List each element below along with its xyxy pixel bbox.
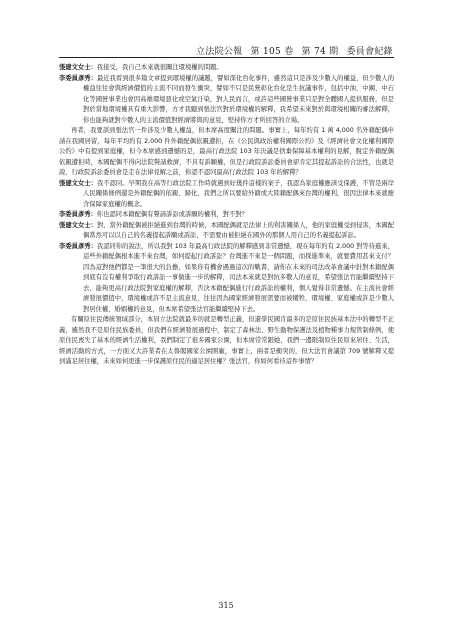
paragraph-text: 我不認同。早期我在高等行政法院工作時就遇到好幾件這樣的案子，我認為家庭權應該受保護，不管是兩岸人民關係條例還是外籍配偶的依親、歸化，我們之所以要給外籍或大陸籍配偶來台灣的權利，很因法律本來就應含保障家庭權的概念。 — [83, 179, 395, 208]
transcript-paragraph — [59, 210, 394, 221]
document-body — [59, 63, 394, 368]
speaker-label: 張建文女士： — [59, 179, 97, 187]
transcript-paragraph — [59, 126, 394, 179]
running-header — [188, 44, 393, 57]
transcript-paragraph — [59, 315, 394, 368]
paragraph-text: 我認同你的說法，所以我對 103 年最高行政法院的解釋感到非常遺憾，現在每年約有 2,000 對等待進來，這些外籍配偶根本進不來台灣，如何提起行政訴訟？台灣進不來是一個問題，而探進準來，就要費用甚來支付？因為這對他們都是一筆很大的負擔，如果你有機會遇過這次的戰書，請你在未來的司法改革會議中針對本籍配偶到底有沒有權利爭取行政訴訟一事做進一步的解釋，司法本來就是對抗多數人的意見，希望張法官能繼續堅持下去，能夠更高行政法院對家庭權的解釋，否決本籍配偶進行行政訴訟的權利，個人覺得非常遺憾。在主流社會經濟發展價值中，環境權或許不是主流意見，往往因為國家經濟發展需要而被犧牲，環境權、家庭權或許是少數人對居住權、婚姻權的意見，但本席希望張法官能繼續堅持下去。 — [83, 242, 394, 313]
speaker-label: 張建文女士： — [59, 221, 97, 229]
page-number: 315 — [218, 601, 234, 610]
speaker-label: 李委員彥秀： — [59, 242, 97, 250]
transcript-paragraph — [59, 242, 394, 316]
paragraph-text: 有關原住民傳統領域部分，本屆立法院就最多的就是轉型正義，但還學民國肯最多的是原住民族基本法中的轉型不正義，雖然我不是原住民族委員，但我們在經濟發展過程中，制定了森林法、野生動物保護法及植物種事力規管制條例，使原住民喪失了基本的經濟生活權利，我們制定了很多國家公園，但本席常常跟她，我們一邊限制原住民原來居住、生活，經濟活動的方式，一方面又大許業者在太魯閣國家公園開廠，事實上，兩者是衝突的，但大法官會議第 709 號解釋又提到滿足居住權，未來如何更進一步保護原住民的適足居住權？張法官，你如何看待這件事情？ — [59, 316, 394, 365]
paragraph-text: 你也認同本籍配偶有聲請訴訟或訴願的權利，對不對？ — [96, 211, 248, 218]
speaker-label: 李委員彥秀： — [59, 211, 97, 218]
header-section: 委員會紀錄 — [346, 47, 393, 57]
header-rule — [59, 57, 394, 58]
header-issue: 第 74 期 — [301, 47, 339, 57]
speaker-label: 李委員彥秀： — [59, 74, 97, 82]
paragraph-text: 再者，我要談到張法官一件涉及少數人權益，但本席高度關注的問題。事實上，每年約有 1 萬 4,000 名外籍配偶申請在我國居留，每年平均約有 2,000 件外籍配偶依親遭拒，在《公民與政治權利國際公約》及《經濟社會文化權利國際公約》中有提到家庭權，但今本席感到遺憾的是，最高行政法院 103 年決議是捨棄保障基本權利的見解，脫定外籍配偶依親遭拒時，本國配偶不得向法院聲請救濟，不具有訴願權，但是行政院訴訟委員會卻肯定其提起訴訟的合法性，也就是說，行政院訴訟委員會是走在法律見解之前，你認不認同最高行政法院 103 年的解釋？ — [59, 127, 394, 176]
transcript-paragraph — [59, 74, 394, 127]
transcript-paragraph — [59, 63, 394, 74]
paragraph-text: 對，當外籍配偶被拒絕進到台灣的時候，本國配偶就是法律上的利害關係人，他的家庭權受到侵害，本國配偶當然可以以自己的名義提起訴願或訴訟，不需要由被拒絕在國外的那個人用自己的名義提起訴訟。 — [83, 221, 395, 239]
paragraph-text: 最近我看到很多篇文章提到環境權的議題，譬如深化台化事件，雖然這只是涉及少數人的權益，但少數人的權益往往會與經濟價值的主流不同而發生衝突，譬如不只是民營彰化台化是生抗議事件，包括中油、中鋼、中石化等國營事業也會因高雄環境惡化或空氣汙染，對人民而言，或許這些國營事業只是對全體國人提供服務，但是對於當地環境權具有重大影響，方才我聽到張法官對於環境權的解釋，我希望未來對於與環境相關的審法解釋，你也能夠就對少數人的主流價值對經濟將與的意見，堅持你方才所回答的立場。 — [83, 74, 395, 124]
paragraph-text: 我接受，我自己本來就很關注環境權的問題。 — [96, 64, 223, 71]
transcript-paragraph — [59, 221, 394, 242]
speaker-label: 張建文女士： — [59, 64, 97, 71]
header-publication: 立法院公報 — [195, 47, 243, 57]
header-volume: 第 105 卷 — [250, 47, 294, 57]
transcript-paragraph — [59, 179, 394, 211]
